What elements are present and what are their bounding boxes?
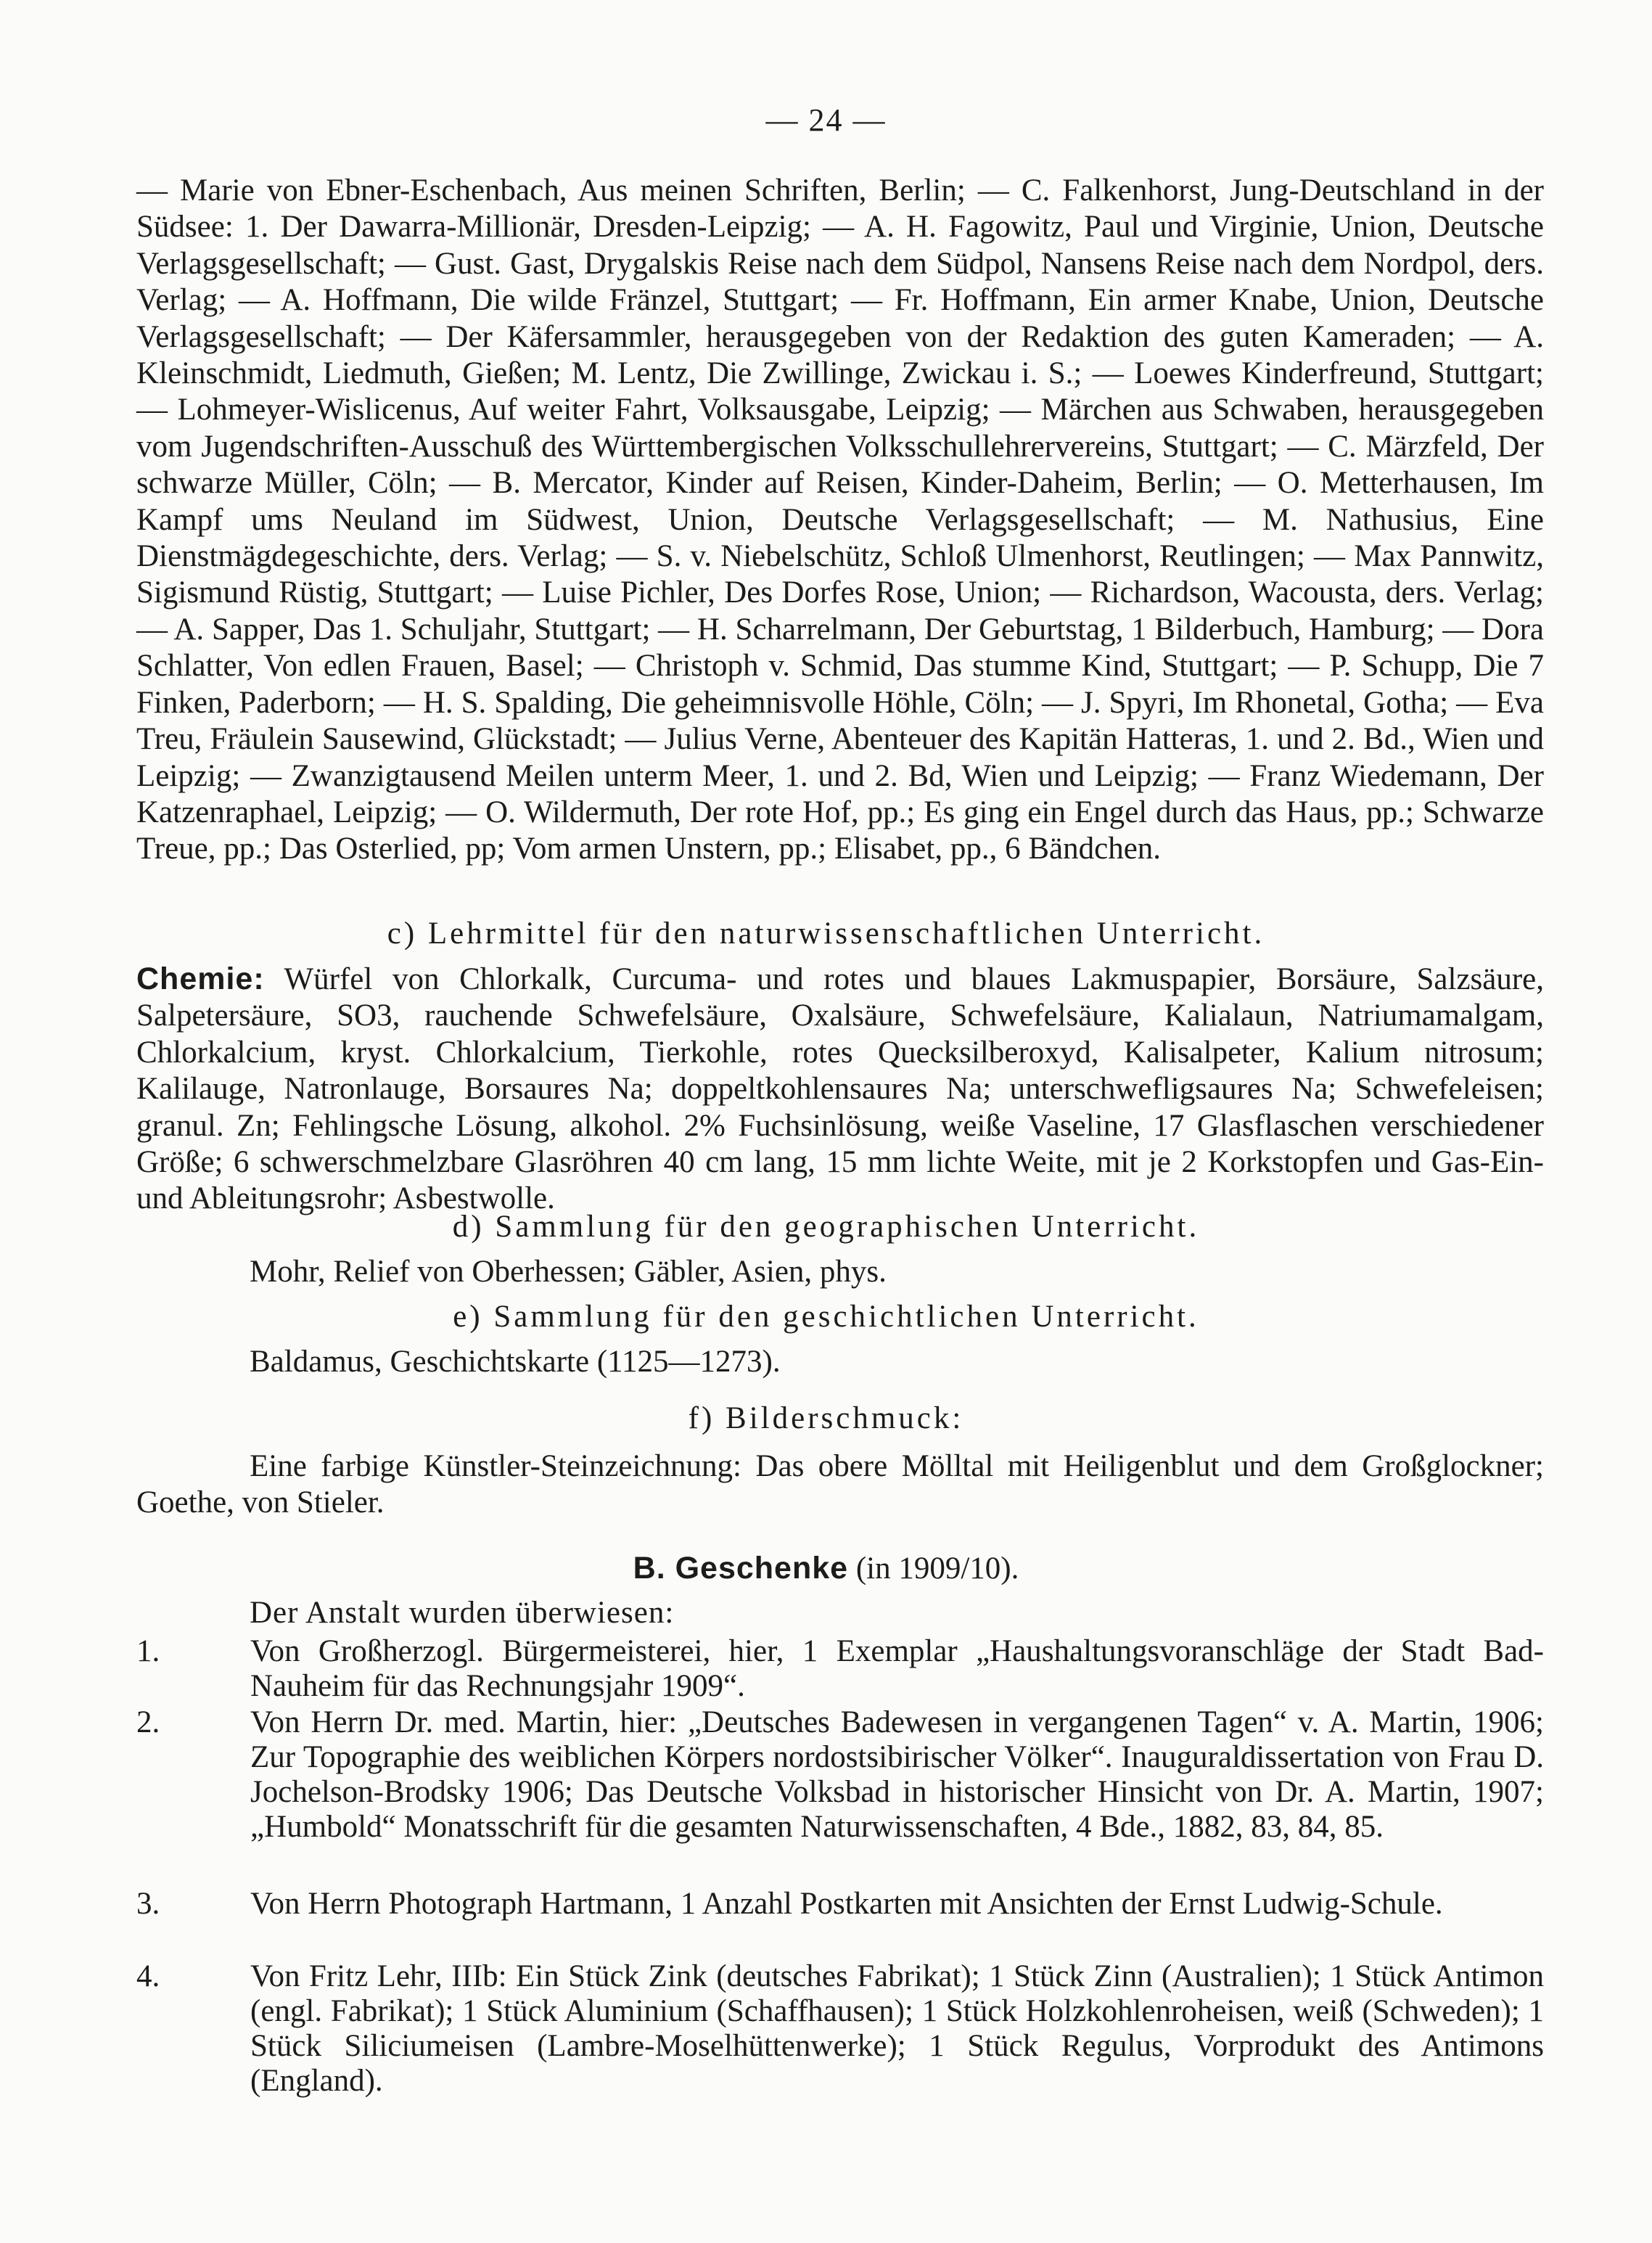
gift-item-4 [136,1959,1544,2099]
section-e-text: Baldamus, Geschichtskarte (1125—1273). [250,1345,781,1379]
section-f-heading: f) Bilderschmuck: [688,1401,964,1435]
section-b-intro: Der Anstalt wurden überwiesen: [250,1596,675,1630]
gift-item-2 [136,1705,1544,1845]
gift-item-text: Von Herrn Dr. med. Martin, hier: „Deutsches Badewesen in vergangenen Tagen“ v. A. Martin, 1906; Zur Topographie des weiblichen Körpers nordostsibirischer Völker“. Inauguraldissertation von Frau D. Jochelson-Brodsky 1906; Das Deutsche Volksbad in historischer Hinsicht von Dr. A. Martin, 1907; „Humbold“ Monatsschrift für die gesamten Naturwissenschaften, 4 Bde., 1882, 83, 84, 85. [250,1705,1544,1844]
chemie-label: Chemie: [136,961,265,996]
gift-item-text: Von Herrn Photograph Hartmann, 1 Anzahl Postkarten mit Ansichten der Ernst Ludwig-Schule. [250,1887,1443,1921]
gift-item-text: Von Fritz Lehr, IIIb: Ein Stück Zink (deutsches Fabrikat); 1 Stück Zinn (Australien); 1 Stück Antimon (engl. Fabrikat); 1 Stück Aluminium (Schaffhausen); 1 Stück Holzkohlenroheisen, weiß (Schweden); 1 Stück Siliciumeisen (Lambre-Moselhüttenwerke); 1 Stück Regulus, Vorprodukt des Antimons (England). [250,1959,1544,2098]
section-f-text: Eine farbige Künstler-Steinzeichnung: Das obere Mölltal mit Heiligenblut und dem Großglockner; Goethe, von Stieler. [136,1449,1544,1520]
section-b-heading-rest: (in 1909/10). [848,1551,1019,1586]
section-b-heading-bold: B. Geschenke [633,1551,849,1586]
gift-item-number: 1. [136,1634,160,1668]
page-number: — 24 — [765,102,887,138]
gift-item-number: 2. [136,1705,160,1739]
section-e-heading: e) Sammlung für den geschichtlichen Unterricht. [453,1300,1199,1334]
gift-item-1 [136,1634,1544,1704]
section-d-text: Mohr, Relief von Oberhessen; Gäbler, Asien, phys. [250,1255,887,1289]
gift-item-3 [136,1887,1544,1922]
section-b-heading [0,1550,1652,1587]
section-c-paragraph [136,961,1544,1218]
chemie-text: Würfel von Chlorkalk, Curcuma- und rotes und blaues Lakmuspapier, Borsäure, Salzsäure, Salpetersäure, SO3, rauchende Schwefelsäure, Oxalsäure, Schwefelsäure, Kalialaun, Natriumamalgam, Chlorkalcium, kryst. Chlorkalcium, Tierkohle, rotes Quecksilberoxyd, Kalisalpeter, Kalium nitrosum; Kalilauge, Natronlauge, Borsaures Na; doppeltkohlensaures Na; unterschwefligsaures Na; Schwefeleisen; granul. Zn; Fehlingsche Lösung, alkohol. 2% Fuchsinlösung, weiße Vaseline, 17 Glasflaschen verschiedener Größe; 6 schwerschmelzbare Glasröhren 40 cm lang, 15 mm lichte Weite, mit je 2 Korkstopfen und Gas-Ein- und Ableitungsrohr; Asbestwolle. [136,962,1544,1216]
section-c-heading: c) Lehrmittel für den naturwissenschaftlichen Unterricht. [387,917,1265,951]
gift-item-number: 3. [136,1887,160,1921]
gift-item-number: 4. [136,1959,160,1993]
section-d-heading: d) Sammlung für den geographischen Unterricht. [452,1210,1200,1244]
book-list-paragraph: — Marie von Ebner-Eschenbach, Aus meinen Schriften, Berlin; — C. Falkenhorst, Jung-Deutschland in der Südsee: 1. Der Dawarra-Millionär, Dresden-Leipzig; — A. H. Fagowitz, Paul und Virginie, Union, Deutsche Verlagsgesellschaft; — Gust. Gast, Drygalskis Reise nach dem Südpol, Nansens Reise nach dem Nordpol, ders. Verlag; — A. Hoffmann, Die wilde Fränzel, Stuttgart; — Fr. Hoffmann, Ein armer Knabe, Union, Deutsche Verlagsgesellschaft; — Der Käfersammler, herausgegeben von der Redaktion des guten Kameraden; — A. Kleinschmidt, Liedmuth, Gießen; M. Lentz, Die Zwillinge, Zwickau i. S.; — Loewes Kinderfreund, Stuttgart; — Lohmeyer-Wislicenus, Auf weiter Fahrt, Volksausgabe, Leipzig; — Märchen aus Schwaben, herausgegeben vom Jugendschriften-Ausschuß des Württembergischen Volksschullehrervereins, Stuttgart; — C. Märzfeld, Der schwarze Müller, Cöln; — B. Mercator, Kinder auf Reisen, Kinder-Daheim, Berlin; — O. Metterhausen, Im Kampf ums Neuland im Südwest, Union, Deutsche Verlagsgesellschaft; — M. Nathusius, Eine Dienstmägdegeschichte, ders. Verlag; — S. v. Niebelschütz, Schloß Ulmenhorst, Reutlingen; — Max Pannwitz, Sigismund Rüstig, Stuttgart; — Luise Pichler, Des Dorfes Rose, Union; — Richardson, Wacousta, ders. Verlag; — A. Sapper, Das 1. Schuljahr, Stuttgart; — H. Scharrelmann, Der Geburtstag, 1 Bilderbuch, Hamburg; — Dora Schlatter, Von edlen Frauen, Basel; — Christoph v. Schmid, Das stumme Kind, Stuttgart; — P. Schupp, Die 7 Finken, Paderborn; — H. S. Spalding, Die geheimnisvolle Höhle, Cöln; — J. Spyri, Im Rhonetal, Gotha; — Eva Treu, Fräulein Sausewind, Glückstadt; — Julius Verne, Abenteuer des Kapitän Hatteras, 1. und 2. Bd., Wien und Leipzig; — Zwanzigtausend Meilen unterm Meer, 1. und 2. Bd, Wien und Leipzig; — Franz Wiedemann, Der Katzenraphael, Leipzig; — O. Wildermuth, Der rote Hof, pp.; Es ging ein Engel durch das Haus, pp.; Schwarze Treue, pp.; Das Osterlied, pp; Vom armen Unstern, pp.; Elisabet, pp., 6 Bändchen. [136,173,1544,866]
gift-item-text: Von Großherzogl. Bürgermeisterei, hier, 1 Exemplar „Haushaltungsvoranschläge der Stadt Bad-Nauheim für das Rechnungsjahr 1909“. [250,1634,1544,1703]
